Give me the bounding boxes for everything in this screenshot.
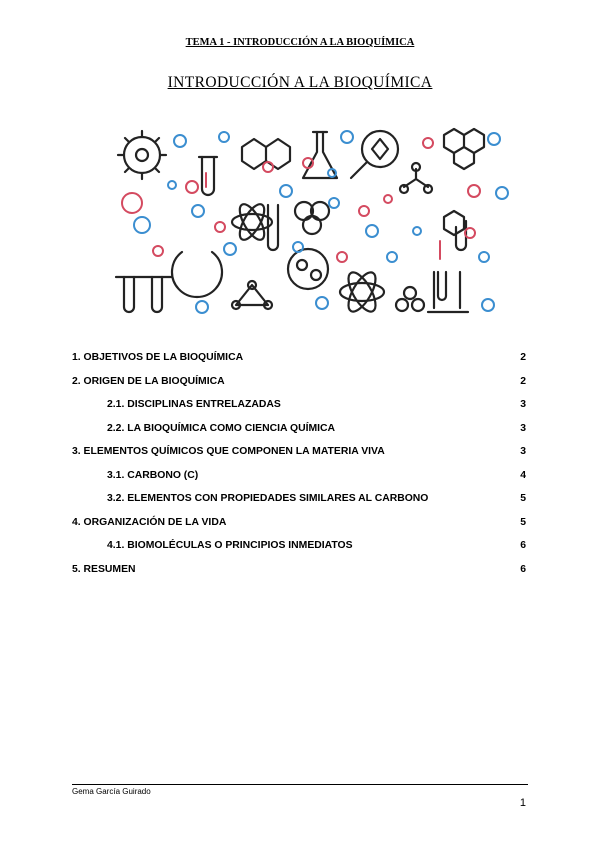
toc-entry-label: 3.2. ELEMENTOS CON PROPIEDADES SIMILARES AL CARBONO (107, 493, 429, 504)
toc-entry-label: 2. ORIGEN DE LA BIOQUÍMICA (72, 375, 225, 387)
toc-entry[interactable] (72, 513, 528, 537)
atom-icon (232, 201, 272, 244)
cells-icon (295, 202, 329, 234)
dna-strand-icon (444, 129, 484, 169)
toc-entry-label: 2.1. DISCIPLINAS ENTRELAZADAS (107, 399, 281, 410)
toc-entry[interactable] (72, 560, 528, 584)
petri-dish-icon (288, 249, 328, 289)
toc-entry-label: 5. RESUMEN (72, 563, 136, 575)
footer-divider (72, 784, 528, 785)
toc-subentry[interactable] (72, 466, 528, 490)
magnifier-molecule-icon (351, 131, 398, 178)
document-title: INTRODUCCIÓN A LA BIOQUÍMICA (167, 74, 433, 91)
toc-entry[interactable] (72, 442, 528, 466)
toc-subentry[interactable] (72, 419, 528, 443)
toc-page-number: 4 (520, 469, 526, 481)
toc-page-number: 6 (520, 540, 526, 551)
toc-entry-label: 4.1. BIOMOLÉCULAS O PRINCIPIOS INMEDIATOS (107, 540, 353, 551)
toc-page-number: 2 (520, 352, 526, 363)
toc-entry-label: 3. ELEMENTOS QUÍMICOS QUE COMPONEN LA MATERIA VIVA (72, 446, 385, 457)
toc-entry-label: 2.2. LA BIOQUÍMICA COMO CIENCIA QUÍMICA (107, 422, 336, 434)
test-tubes-rack-icon (116, 277, 172, 312)
toc-page-number: 5 (520, 493, 526, 504)
toc-page-number: 2 (520, 375, 526, 387)
toc-entry[interactable] (72, 348, 528, 372)
table-of-contents (72, 348, 528, 583)
toc-subentry[interactable] (72, 395, 528, 419)
test-tube-icon (199, 157, 217, 195)
biochemistry-illustration (72, 107, 528, 329)
toc-page-number: 6 (520, 563, 526, 575)
toc-entry-label: 3.1. CARBONO (C) (107, 469, 199, 481)
toc-subentry[interactable] (72, 536, 528, 560)
gear-molecule-icon (118, 131, 166, 179)
toc-subentry[interactable] (72, 489, 528, 513)
flask-icon (303, 132, 337, 178)
running-header: TEMA 1 - INTRODUCCIÓN A LA BIOQUÍMICA (185, 37, 415, 48)
page-number: 1 (519, 797, 526, 809)
toc-entry[interactable] (72, 372, 528, 396)
triangle-molecule-icon (232, 281, 272, 309)
footer-author: Gema García Guirado (72, 787, 151, 796)
toc-entry-label: 4. ORGANIZACIÓN DE LA VIDA (72, 516, 227, 528)
toc-entry-label: 1. OBJETIVOS DE LA BIOQUÍMICA (72, 352, 244, 363)
toc-page-number: 5 (520, 516, 526, 528)
toc-page-number: 3 (520, 422, 526, 434)
molecule-icon (242, 139, 290, 169)
toc-page-number: 3 (520, 446, 526, 457)
toc-page-number: 3 (520, 399, 526, 410)
